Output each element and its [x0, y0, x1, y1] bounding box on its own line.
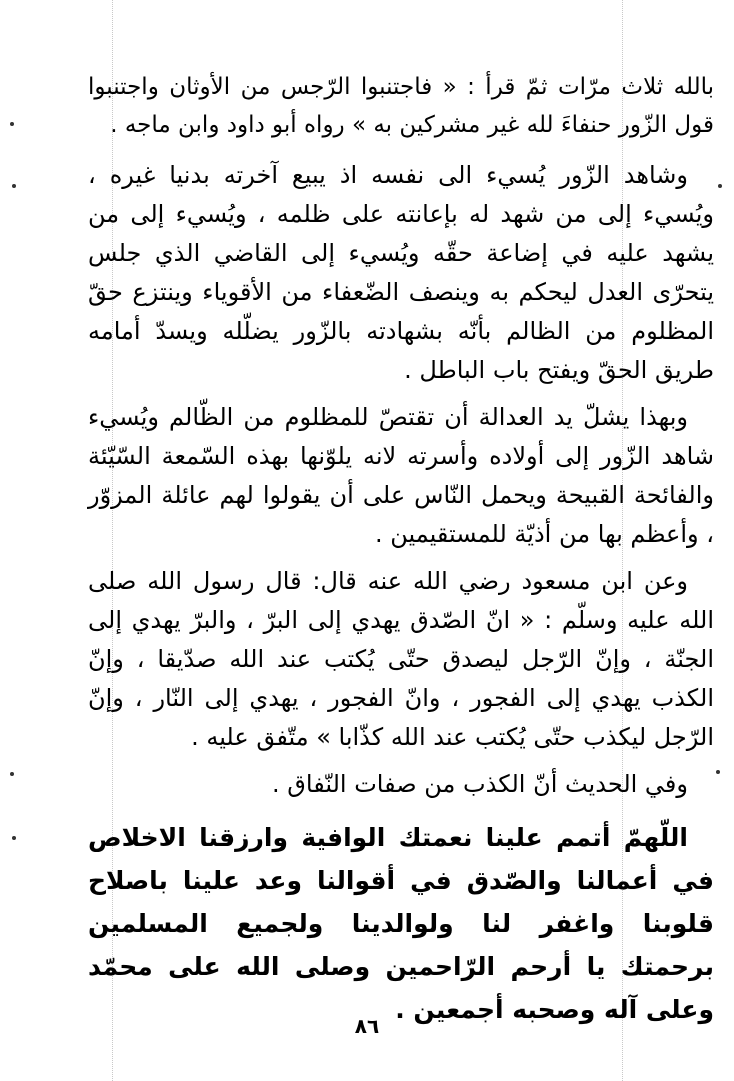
paragraph: وعن ابن مسعود رضي الله عنه قال: قال رسول الله صلى الله عليه وسلّم : « انّ الصّدق يهدي إلى البرّ ، والبرّ يهدي إلى الجنّة ، وإنّ الرّجل ليصدق حتّى يُكتب عند الله صدّيقا ، وإنّ الكذب يهدي إلى الفجور ، وانّ الفجور ، يهدي إلى النّار ، وإنّ الرّجل ليكذب حتّى يُكتب عند الله كذّابا » متّفق عليه . — [88, 567, 714, 751]
margin-mark — [718, 184, 722, 188]
margin-mark — [716, 770, 720, 774]
paragraph: وفي الحديث أنّ الكذب من صفات النّفاق . — [272, 770, 688, 798]
body-text — [88, 68, 714, 1031]
page-number: ٨٦ — [354, 1014, 380, 1038]
closing-prayer: اللّهمّ أتمم علينا نعمتك الوافية وارزقنا الاخلاص في أعمالنا والصّدق في أقوالنا وعد علينا باصلاح قلوبنا واغفر لنا ولوالدينا ولجميع المسلمين برحمتك يا أرحم الرّاحمين وصلى الله على محمّد وعلى آله وصحبه أجمعين . — [88, 823, 714, 1024]
paragraph: وشاهد الزّور يُسيء الى نفسه اذ يبيع آخرته بدنيا غيره ، ويُسيء إلى من شهد له بإعانته على ظلمه ، ويُسيء إلى من يشهد عليه في إضاعة حقّه ويُسيء إلى القاضي الذي جلس يتحرّى العدل ليحكم به وينصف الضّعفاء من الأقوياء وينتزع حقّ المظلوم من الظالم بأنّه بشهادته بالزّور يضلّله ويسدّ أمامه طريق الحقّ ويفتح باب الباطل . — [88, 161, 714, 384]
paragraph: وبهذا يشلّ يد العدالة أن تقتصّ للمظلوم من الظّالم ويُسيء شاهد الزّور إلى أولاده وأسرته لانه يلوّنها بهذه السّمعة السّيّئة والفائحة القبيحة ويحمل النّاس على أن يقولوا لهم عائلة المزوّر ، وأعظم بها من أذيّة للمستقيمين . — [88, 403, 714, 548]
paragraph: بالله ثلاث مرّات ثمّ قرأ : « فاجتنبوا الرّجس من الأوثان واجتنبوا قول الزّور حنفاءَ لله غير مشركين به » رواه أبو داود وابن ماجه . — [88, 74, 714, 138]
margin-mark — [12, 836, 16, 840]
margin-mark — [12, 184, 16, 188]
margin-mark — [10, 122, 14, 126]
margin-mark — [10, 772, 14, 776]
